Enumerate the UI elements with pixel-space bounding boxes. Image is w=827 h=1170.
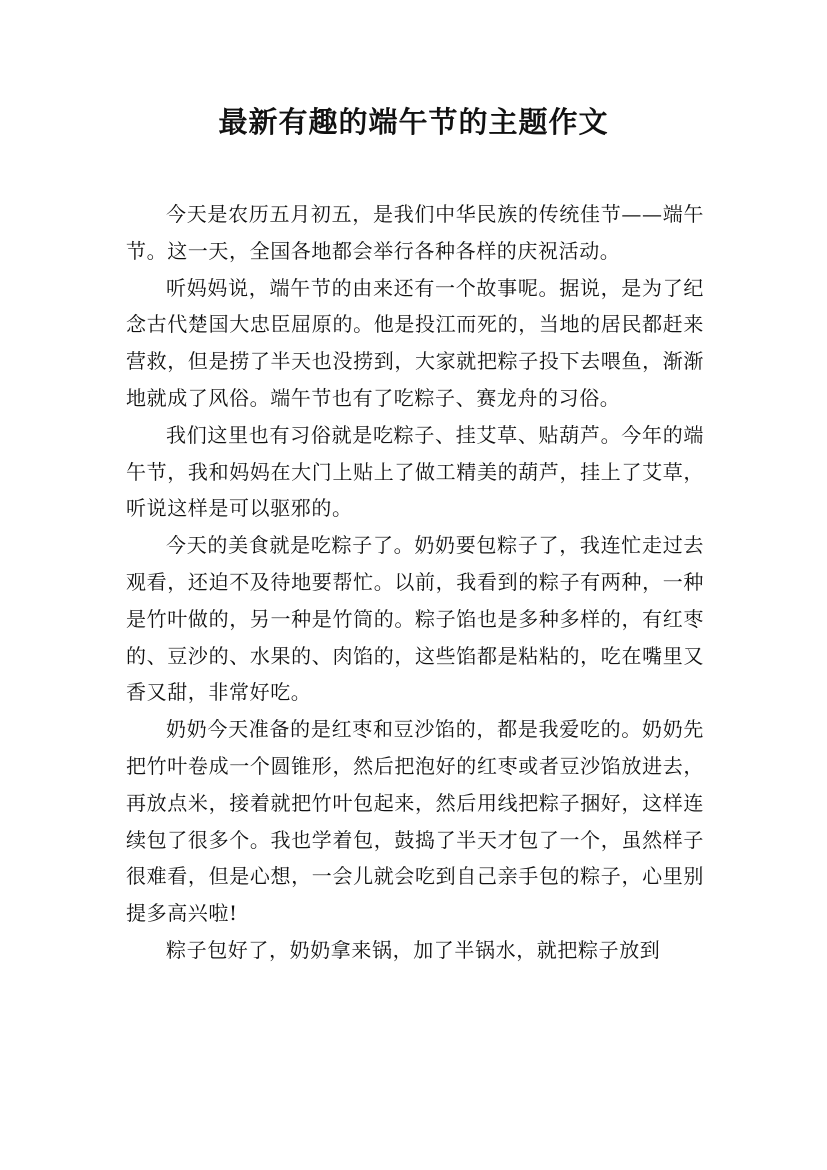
document-body bbox=[126, 196, 704, 969]
paragraph-1: 今天是农历五月初五，是我们中华民族的传统佳节——端午节。这一天，全国各地都会举行各种各样的庆祝活动。 bbox=[126, 202, 704, 263]
paragraph-3: 我们这里也有习俗就是吃粽子、挂艾草、贴葫芦。今年的端午节，我和妈妈在大门上贴上了做工精美的葫芦，挂上了艾草，听说这样是可以驱邪的。 bbox=[126, 422, 704, 521]
paragraph-2: 听妈妈说，端午节的由来还有一个故事呢。据说，是为了纪念古代楚国大忠臣屈原的。他是投江而死的，当地的居民都赶来营救，但是捞了半天也没捞到，大家就把粽子投下去喂鱼，渐渐地就成了风俗。端午节也有了吃粽子、赛龙舟的习俗。 bbox=[126, 275, 704, 410]
paragraph-4: 今天的美食就是吃粽子了。奶奶要包粽子了，我连忙走过去观看，还迫不及待地要帮忙。以前，我看到的粽子有两种，一种是竹叶做的，另一种是竹筒的。粽子馅也是多种多样的，有红枣的、豆沙的、水果的、肉馅的，这些馅都是粘粘的，吃在嘴里又香又甜，非常好吃。 bbox=[126, 533, 704, 705]
document-title: 最新有趣的端午节的主题作文 bbox=[218, 105, 609, 139]
paragraph-6: 粽子包好了，奶奶拿来锅，加了半锅水，就把粽子放到 bbox=[166, 937, 661, 962]
paragraph-5: 奶奶今天准备的是红枣和豆沙馅的，都是我爱吃的。奶奶先把竹叶卷成一个圆锥形，然后把泡好的红枣或者豆沙馅放进去，再放点米，接着就把竹叶包起来，然后用线把粽子捆好，这样连续包了很多个。我也学着包，鼓捣了半天才包了一个，虽然样子很难看，但是心想，一会儿就会吃到自己亲手包的粽子，心里别提多高兴啦! bbox=[126, 717, 704, 926]
